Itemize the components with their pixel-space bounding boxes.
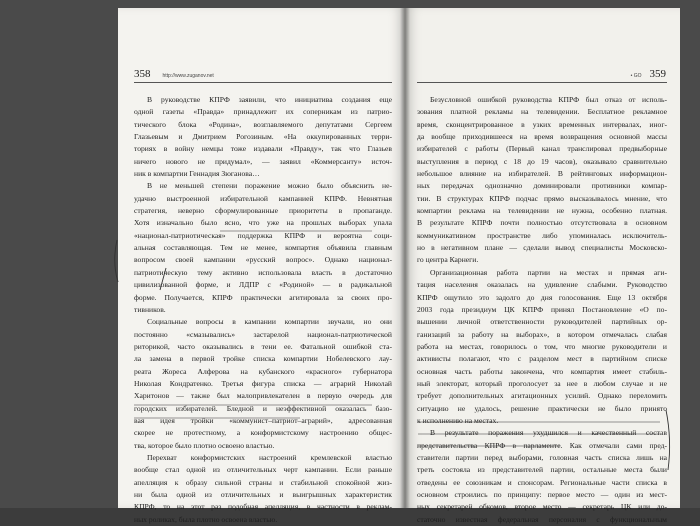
text-line: городских избирателей. Бледной и неэффективной оказалась базо- xyxy=(134,403,392,413)
text-line: основном строились по принципу: первое место — один из мест- xyxy=(417,490,667,499)
text-line: В результате КПРФ почти полностью отсутствовала в основном xyxy=(417,218,667,228)
text-line: треть состояла из представителей партии, остальные места были xyxy=(417,465,667,475)
text-line: ни была одной из отличительных и выигрышных характеристик xyxy=(134,490,392,499)
text-line: но в негативном плане — сделали вывод специалисты Московско- xyxy=(417,243,667,253)
text-line: статочно известная федеральная персоналия с функциональным xyxy=(417,514,667,524)
text-line: постоянно «смазывались» застарелой национал-патриотической xyxy=(134,329,392,339)
text-line: основная часть работы закончена, что компартия имеет стабиль- xyxy=(417,366,667,376)
text-line: тии. В структурах КПРФ подчас прямо высказывалось мнение, что xyxy=(417,193,667,203)
text-line: патриотическую тему активно использовала власть в достаточно xyxy=(134,267,392,277)
text-line: ных роликах, была плотно освоена властью. xyxy=(134,514,278,524)
text-line: тивников. xyxy=(134,304,166,314)
left-running-head: http://www.zuganov.net xyxy=(162,73,214,79)
text-line: одной газеты «Правда» принадлежит их соперникам из патрио- xyxy=(134,107,392,117)
text-line: ничего нового не придумал», — заявил «Коммерсанту» источ- xyxy=(134,156,392,166)
text-line: зования платной рекламы на телевидении. Бесплатное рекламное xyxy=(417,107,667,117)
text-line: Безусловной ошибкой руководства КПРФ был отказ от исполь- xyxy=(430,95,667,104)
text-line: 2003 года президиум ЦК КПРФ принял Постановление «О по- xyxy=(417,304,667,314)
right-running-head: • GO xyxy=(630,73,642,79)
text-line: Социальные вопросы в кампании компартии звучали, но они xyxy=(147,317,392,327)
text-line: Организационная работа партии на местах и прямая аги- xyxy=(430,267,667,277)
text-line: компартии реклама на телевидении не нужна, особенно платная. xyxy=(417,206,667,216)
text-line: время, сконцентрированное в узких временных интервалах, иног- xyxy=(417,119,667,129)
text-line: Николая Кондратенко. Третья фигура списка — аграрий Николай xyxy=(134,378,392,388)
text-line: избирателей с работы (Первый канал транслировал предвыборные xyxy=(417,144,667,154)
text-line: Харитонов — также был малопривлекателен в первую очередь для xyxy=(134,391,392,401)
text-line: вообще стал одной из отличительных черт кампании. Если раньше xyxy=(134,465,392,475)
text-line: к исполнению на местах. xyxy=(417,415,499,425)
text-line: В результате поражения ухудшился и качественный состав xyxy=(430,428,667,438)
text-line: вопросом своей кампании «русский вопрос». Однако национал- xyxy=(134,255,392,265)
text-line: Глазьевым и Дмитрием Рогозиным. «На оккупированных терри- xyxy=(134,132,392,142)
text-line: тического блока «Родина», возглавляемого депутатами Сергеем xyxy=(134,119,392,129)
text-line: скорее не протестному, а конформистскому настроению общес- xyxy=(134,428,392,438)
left-margin-stroke xyxy=(160,268,166,290)
text-line: тация населения оказалась на удивление слабыми. Руководство xyxy=(417,280,667,290)
text-line: вышении личной ответственности руководителей партийных ор- xyxy=(417,317,667,327)
text-line: риторикой, часто оказывались в тени ее. Фатальной ошибкой ста- xyxy=(134,341,392,351)
text-line: представительства КПРФ в парламенте. Как отмечали сами пред- xyxy=(417,440,667,450)
text-line: альная составляющая. Тем не менее, компартия объявила главным xyxy=(134,243,392,253)
text-line: требует дополнительных агитационных усилий. Однако переломить xyxy=(417,391,667,401)
text-line: ла замена в первой тройке списка компартии Нобелевского лау- xyxy=(134,354,392,364)
right-page-number: 359 xyxy=(649,68,666,80)
text-line: вая идея тройки «коммунист–патриот–аграрий», адресованная xyxy=(134,415,392,425)
text-line: ный электорат, который проголосует за нее в любом случае и не xyxy=(417,378,667,388)
text-line: КПРФ ощутило это задолго до дня голосования. Еще 13 октября xyxy=(417,292,667,302)
text-line: Хотя изначально было ясно, что уже на прошлых выборах упала xyxy=(134,218,392,228)
text-line: апелляция к образу сильной страны и стабильной спокойной жиз- xyxy=(134,477,392,487)
text-line: ник в компартии Геннадия Зюганова… xyxy=(134,169,260,179)
text-line: ситуацию не удалось, решение практически не было принято xyxy=(417,403,667,413)
text-line: работа на местах, говорилось о том, что многие руководители и xyxy=(417,341,667,351)
text-line: ториях в войну немцы тоже издавали «Правду», так что Глазьев xyxy=(134,144,392,154)
text-line: ставители партии перед выборами, головная часть списка лишь на xyxy=(417,452,667,462)
text-line: ных секретарей обкомов, второе место — секретарь ЦК или до- xyxy=(417,502,667,512)
text-line: выступления в период с 18 до 19 часов), оказывало сравнительно xyxy=(417,156,667,166)
left-margin-bracket xyxy=(115,240,118,282)
text-line: да вообще приходившееся на время возвращения основной массы xyxy=(417,132,667,142)
text-line: небольшое влияние на избирателей. В рейтинговых информацион- xyxy=(417,169,667,179)
text-line: активисты полагают, что с разделом мест в партийном списке xyxy=(417,354,667,364)
text-line: «национал-патриотическая» поддержка КПРФ и вероятна соци- xyxy=(134,230,392,240)
text-line: КПРФ, то на этот раз подобная апелляция, в частности в реклам- xyxy=(134,502,392,512)
text-line: В не меньшей степени поражение можно было объяснить не- xyxy=(147,181,392,191)
text-line: форме. Получается, КПРФ практически агитировала за своих про- xyxy=(134,292,392,302)
text-line: удачно выстроенной избирательной кампанией КПРФ. Невнятная xyxy=(134,193,392,203)
text-line: го центра Карнеги. xyxy=(417,255,479,265)
right-margin-bracket xyxy=(666,410,670,470)
text-line: ганизаций за работу на выборах», в котором отмечалась слабая xyxy=(417,329,667,339)
text-line: отведены ее союзникам и спонсорам. Региональные части списка в xyxy=(417,477,667,487)
text-line: Перехват конформистских настроений кремлевской властью xyxy=(147,452,392,462)
text-line: В руководстве КПРФ заявили, что инициатива создания еще xyxy=(147,95,392,104)
text-line: цивилизованной форме, и ЛДПР с «Родиной» — в радикальной xyxy=(134,280,392,290)
left-page-number: 358 xyxy=(134,68,151,80)
text-line: стратегия, неверно сформулированные приоритеты в пропаганде. xyxy=(134,206,392,216)
text-line: коммуникативном пространстве либо упоминалась исключитель- xyxy=(417,230,667,240)
text-line: реата Жореса Алферова на кубанского «красного» губернатора xyxy=(134,366,392,376)
text-line: ных передачах однозначно доминировали противники компар- xyxy=(417,181,667,191)
text-line: тва, которое было плотно освоено властью. xyxy=(134,440,275,450)
